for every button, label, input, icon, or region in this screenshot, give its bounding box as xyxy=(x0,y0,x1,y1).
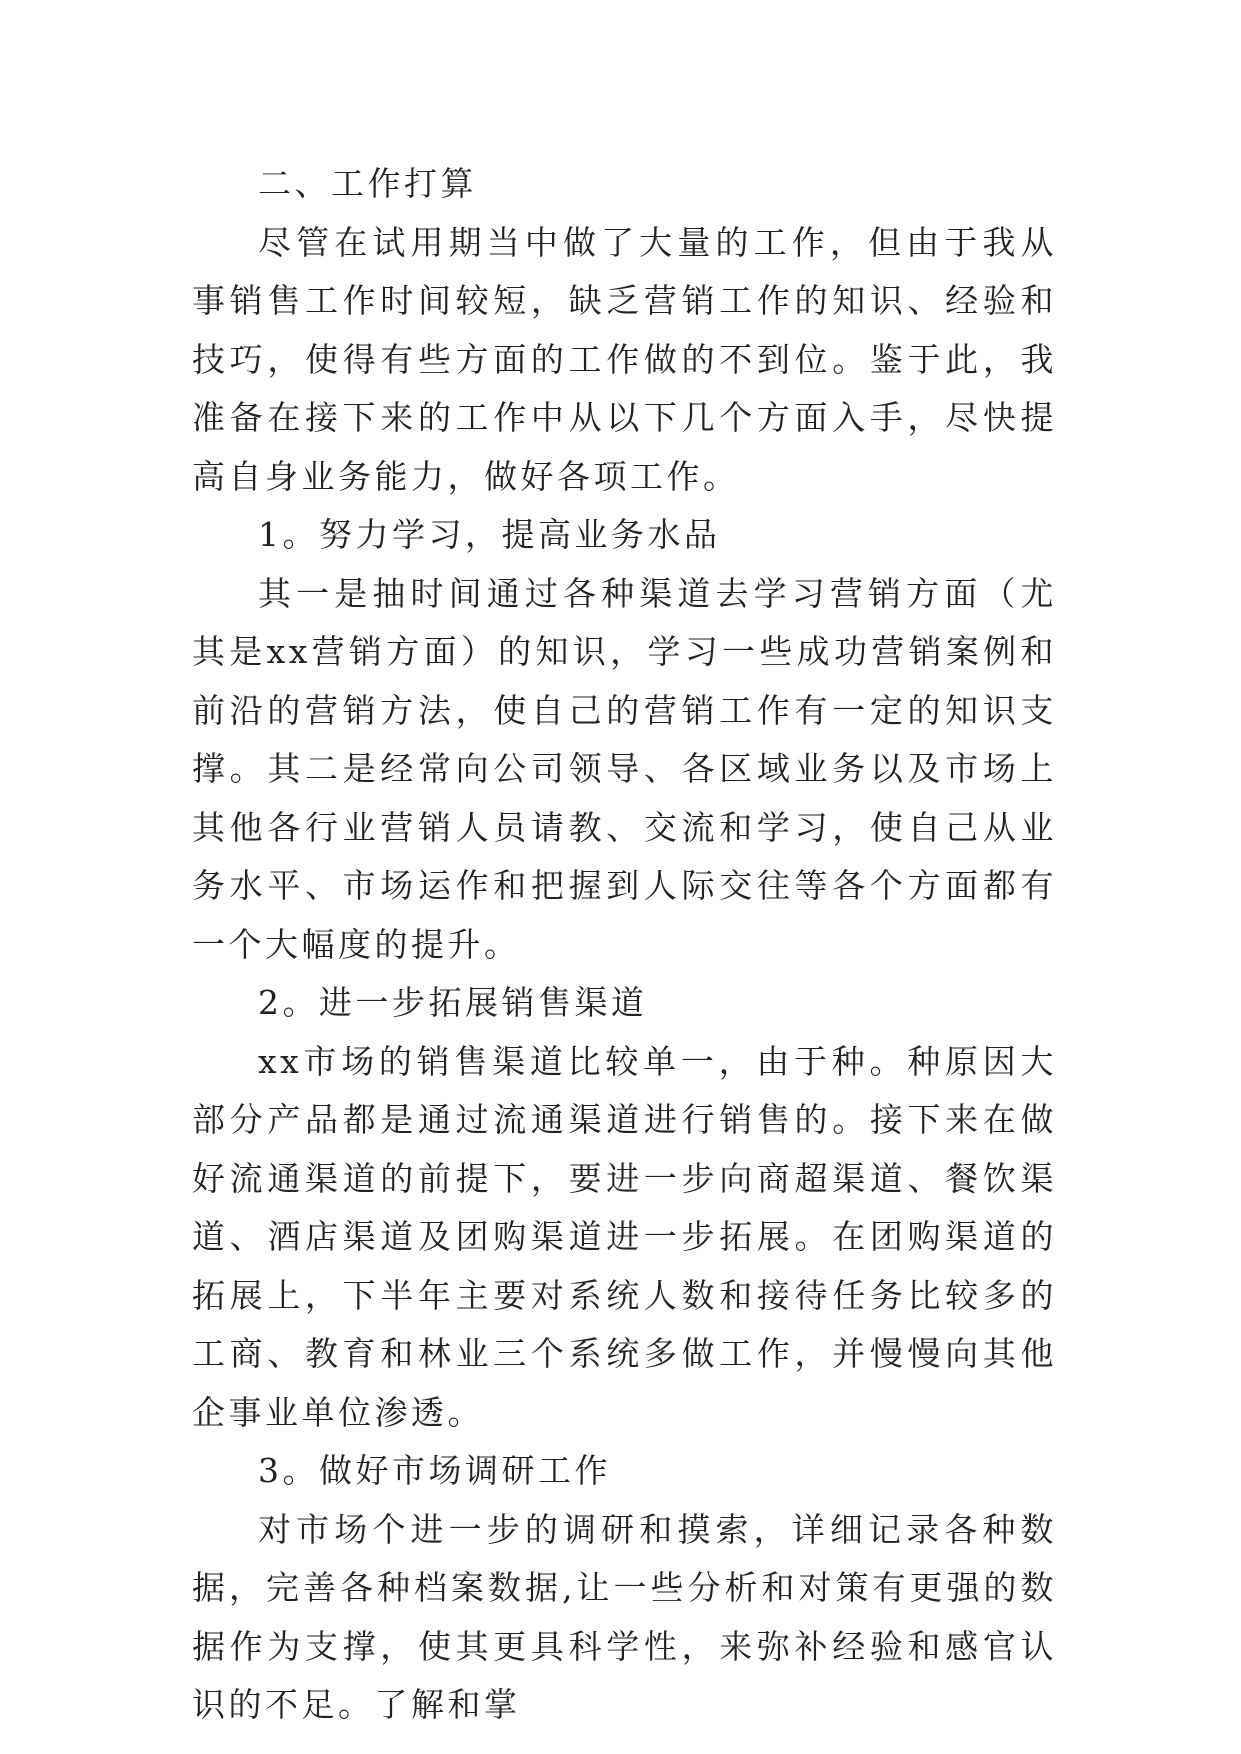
section-title: 二、工作打算 xyxy=(258,164,477,203)
item-3-title: 3。做好市场调研工作 xyxy=(258,1451,611,1490)
item-1-paragraph: 其一是抽时间通过各种渠道去学习营销方面（尤其是xx营销方面）的知识，学习一些成功营销案例和前沿的营销方法，使自己的营销工作有一定的知识支撑。其二是经常向公司领导、各区域业务以及市场上其他各行业营销人员请教、交流和学习，使自己从业务水平、市场运作和把握到人际交往等各个方面都有一个大幅度的提升。 xyxy=(192,573,1057,964)
intro-paragraph: 尽管在试用期当中做了大量的工作，但由于我从事销售工作时间较短，缺乏营销工作的知识、经验和技巧，使得有些方面的工作做的不到位。鉴于此，我准备在接下来的工作中从以下几个方面入手，尽快提高自身业务能力，做好各项工作。 xyxy=(192,222,1057,496)
document-body xyxy=(192,155,1057,1735)
item-2-title: 2。进一步拓展销售渠道 xyxy=(258,983,648,1022)
item-2-paragraph: xx市场的销售渠道比较单一，由于种。种原因大部分产品都是通过流通渠道进行销售的。接下来在做好流通渠道的前提下，要进一步向商超渠道、餐饮渠道、酒店渠道及团购渠道进一步拓展。在团购渠道的拓展上，下半年主要对系统人数和接待任务比较多的工商、教育和林业三个系统多做工作，并慢慢向其他企事业单位渗透。 xyxy=(192,1041,1057,1432)
item-1-title: 1。努力学习，提高业务水品 xyxy=(258,515,721,554)
item-3-paragraph: 对市场个进一步的调研和摸索，详细记录各种数据，完善各种档案数据,让一些分析和对策有更强的数据作为支撑，使其更具科学性，来弥补经验和感官认识的不足。了解和掌 xyxy=(192,1509,1057,1724)
